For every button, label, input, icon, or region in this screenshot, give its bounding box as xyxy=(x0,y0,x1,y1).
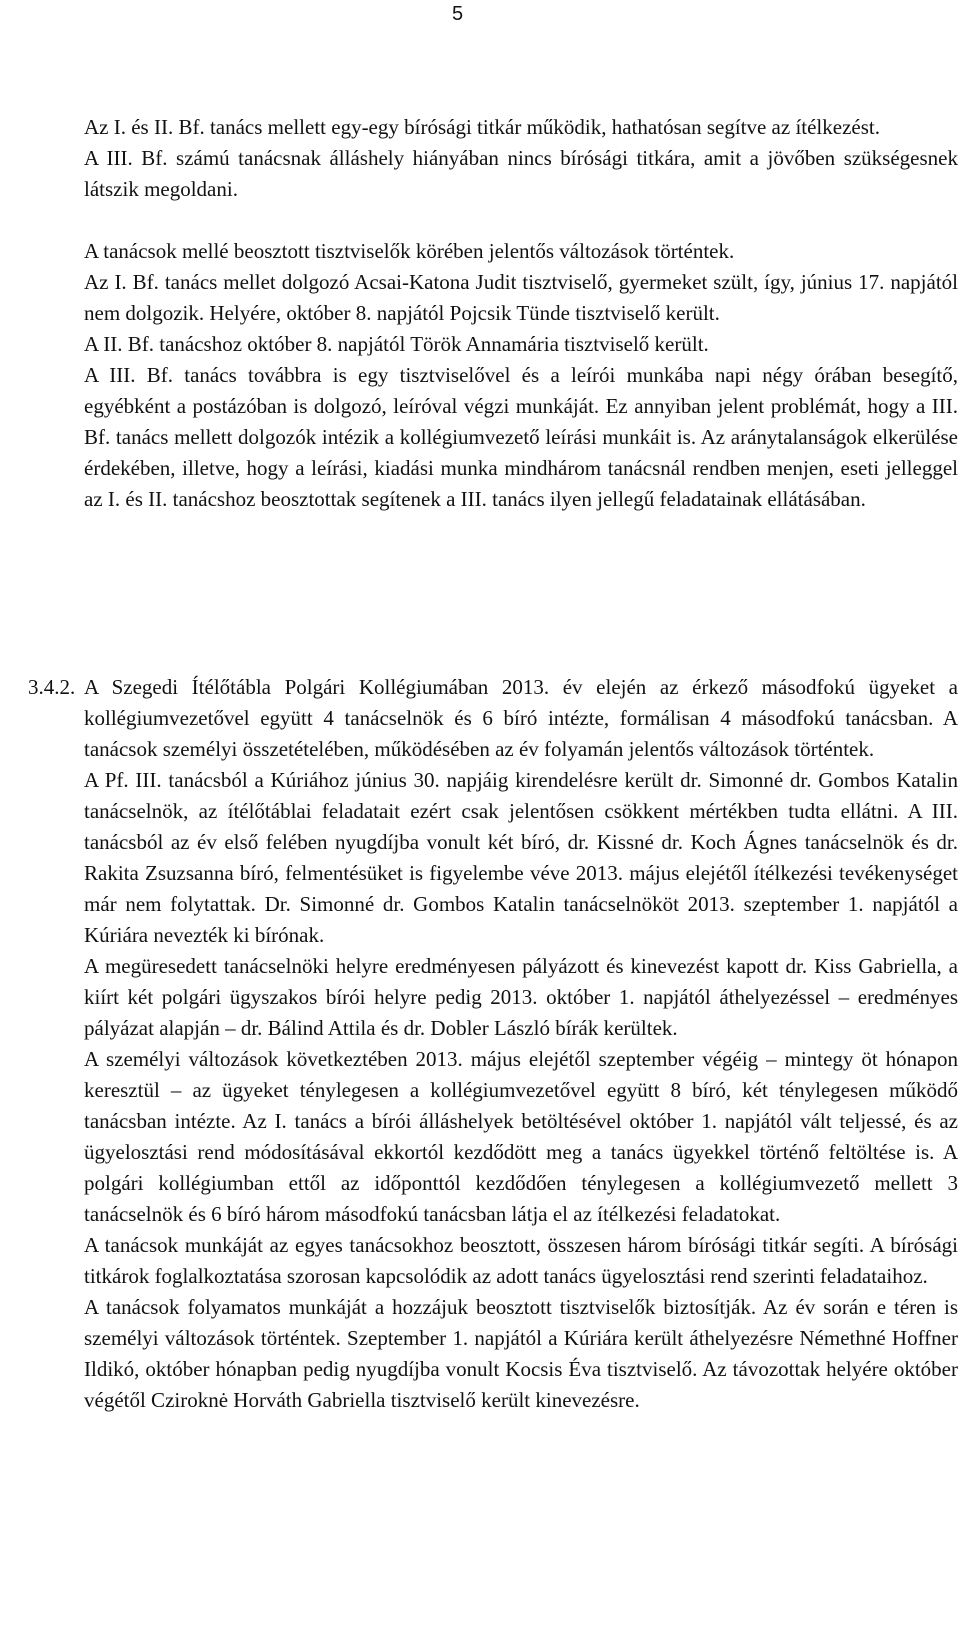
page-number: 5 xyxy=(452,3,464,25)
paragraph-staffing-consequences: A személyi változások következtében 2013. május elejétől szeptember végéig – mintegy öt hónapon keresztül – az ügyeket ténylegesen a kollégiumvezetővel együtt 8 bíró, két ténylegesen működő tanácsban intézte. Az I. tanács a bírói álláshelyek betöltésével október 1. napjától vált teljessé, és az ügyelosztási rend módosításával ekkortól kezdődött meg a tanács ügyekkel történő feltöltése is. A polgári kollégiumban ettől az időponttól kezdődően ténylegesen a kollégiumvezető mellett 3 tanácselnök és 6 bíró három másodfokú tanácsban látja el az ítélkezési feladatokat. xyxy=(84,1047,958,1226)
section-number: 3.4.2. xyxy=(28,675,76,699)
document-body xyxy=(84,112,958,515)
paragraph-gap xyxy=(84,205,958,236)
paragraph-council-three-changes: A Pf. III. tanácsból a Kúriához június 30. napjáig kirendelésre került dr. Simonné dr. Gombos Katalin tanácselnök, az ítélőtáblai feladatait ezért csak jelentősen csökkent mértékben tudta ellátni. A III. tanácsból az év első felében nyugdíjba vonult két bíró, dr. Kissné dr. Koch Ágnes tanácselnök és dr. Rakita Zsuzsanna bíró, felmentésüket is figyelembe véve 2013. május elejétől ítélkezési tevékenységet már nem folytattak. Dr. Simonné dr. Gombos Katalin tanácselnököt 2013. szeptember 1. napjától a Kúriára nevezték ki bírónak. xyxy=(84,768,958,947)
paragraph-secretaries: Az I. és II. Bf. tanács mellett egy-egy bírósági titkár működik, hathatósan segítve az ítélkezést. xyxy=(84,115,880,139)
paragraph-clerk-staff-changes: A tanácsok folyamatos munkáját a hozzájuk beosztott tisztviselők biztosítják. Az év során e téren is személyi változások történtek. Szeptember 1. napjától a Kúriára került áthelyezésre Némethné Hoffner Ildikó, október hónapban pedig nyugdíjba vonult Kocsis Éva tisztviselő. Az távozottak helyére október végétől Cziroknė Horváth Gabriella tisztviselő került kinevezésre. xyxy=(84,1295,958,1412)
paragraph-civil-college-intro: A Szegedi Ítélőtábla Polgári Kollégiumában 2013. év elején az érkező másodfokú ügyeket a kollégiumvezetővel együtt 4 tanácselnök és 6 bíró intézte, formálisan 4 másodfokú tanácsban. A tanácsok személyi összetételében, működésében az év folyamán jelentős változások történtek. xyxy=(84,675,958,761)
paragraph-council-one-clerk: Az I. Bf. tanács mellet dolgozó Acsai-Katona Judit tisztviselő, gyermeket szült, így, június 17. napjától nem dolgozik. Helyére, október 8. napjától Pojcsik Tünde tisztviselő került. xyxy=(84,270,958,325)
paragraph-council-three-secretary: A III. Bf. számú tanácsnak álláshely hiányában nincs bírósági titkára, amit a jövőben szükségesnek látszik megoldani. xyxy=(84,146,958,201)
paragraph-council-three-clerk: A III. Bf. tanács továbbra is egy tisztviselővel és a leírói munkába napi négy órában besegítő, egyébként a postázóban is dolgozó, leíróval végzi munkáját. Ez annyiban jelent problémát, hogy a III. Bf. tanács mellett dolgozók intézik a kollégiumvezető leírási munkáit is. Az aránytalanságok elkerülése érdekében, illetve, hogy a leírási, kiadási munka mindhárom tanácsnál rendben menjen, eseti jelleggel az I. és II. tanácshoz beosztottak segítenek a III. tanács ilyen jellegű feladatainak ellátásában. xyxy=(84,363,958,511)
paragraph-new-appointments: A megüresedett tanácselnöki helyre eredményesen pályázott és kinevezést kapott dr. Kiss Gabriella, a kiírt két polgári ügyszakos bírói helyre pedig 2013. október 1. napjától áthelyezéssel – eredményes pályázat alapján – dr. Bálind Attila és dr. Dobler László bírák kerültek. xyxy=(84,954,958,1040)
paragraph-council-two-clerk: A II. Bf. tanácshoz október 8. napjától Török Annamária tisztviselő került. xyxy=(84,332,709,356)
paragraph-court-secretaries: A tanácsok munkáját az egyes tanácsokhoz beosztott, összesen három bírósági titkár segíti. A bírósági titkárok foglalkoztatása szorosan kapcsolódik az adott tanács ügyelosztási rend szerinti feladataihoz. xyxy=(84,1233,958,1288)
section-body xyxy=(84,672,958,1416)
paragraph-clerk-changes: A tanácsok mellé beosztott tisztviselők körében jelentős változások történtek. xyxy=(84,239,735,263)
